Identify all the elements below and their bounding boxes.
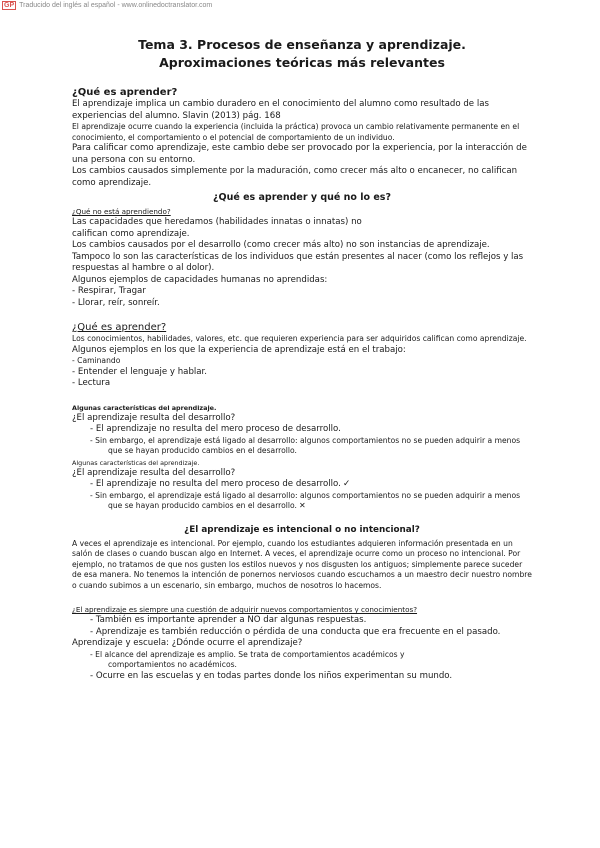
paragraph: Los conocimientos, habilidades, valores, etc. que requieren experiencia para ser adquiridos califican como aprendizaje. bbox=[72, 334, 527, 343]
section-heading-acquiring: ¿El aprendizaje es siempre una cuestión de adquirir nuevos comportamientos y conocimientos? bbox=[72, 605, 418, 614]
document-page bbox=[72, 36, 532, 682]
paragraph: Las capacidades que heredamos (habilidades innatas o innatas) no bbox=[72, 217, 362, 227]
check-icon: ✓ bbox=[342, 479, 351, 489]
list-item-text: - El aprendizaje no resulta del mero proceso de desarrollo. bbox=[90, 479, 341, 489]
list-item: - El aprendizaje no resulta del mero proceso de desarrollo. bbox=[90, 424, 341, 434]
list-item: - También es importante aprender a NO dar algunas respuestas. bbox=[90, 615, 367, 625]
paragraph: Los cambios causados simplemente por la maduración, como crecer más alto o encanecer, no califican como aprendizaje. bbox=[72, 166, 518, 188]
section-heading-learning-vs-not: ¿Qué es aprender y qué no lo es? bbox=[213, 192, 391, 203]
question: ¿El aprendizaje resulta del desarrollo? bbox=[72, 412, 236, 423]
watermark-text: Traducido del inglés al español - www.onlinedoctranslator.com bbox=[19, 1, 213, 9]
subheading-not-learning: ¿Qué no está aprendiendo? bbox=[72, 207, 171, 216]
label-characteristics: Algunas características del aprendizaje. bbox=[72, 403, 217, 412]
list-item: - Llorar, reír, sonreír. bbox=[72, 297, 160, 308]
title-line-2: Aproximaciones teóricas más relevantes bbox=[159, 55, 445, 70]
list-item: - Sin embargo, el aprendizaje está ligado al desarrollo: algunos comportamientos no se pueden adquirir a menos bbox=[90, 435, 521, 445]
list-item: - El alcance del aprendizaje es amplio. Se trata de comportamientos académicos y bbox=[90, 649, 405, 659]
document-title bbox=[72, 36, 532, 72]
paragraph: Aprendizaje y escuela: ¿Dónde ocurre el aprendizaje? bbox=[72, 638, 303, 648]
paragraph: El aprendizaje ocurre cuando la experiencia (incluida la práctica) provoca un cambio relativamente permanente en el conocimiento, el comportamiento o el potencial de comportamiento de un individuo. bbox=[72, 122, 520, 142]
cross-icon: ✕ bbox=[298, 501, 306, 510]
list-item: - Entender el lenguaje y hablar. bbox=[72, 366, 208, 377]
list-item bbox=[72, 479, 532, 491]
list-item-text: que se hayan producido cambios en el desarrollo. bbox=[108, 501, 297, 510]
label-characteristics: Algunas características del aprendizaje. bbox=[72, 458, 200, 467]
list-item: - Sin embargo, el aprendizaje está ligado al desarrollo: algunos comportamientos no se pueden adquirir a menos bbox=[90, 490, 521, 500]
section-heading-intentional: ¿El aprendizaje es intencional o no intencional? bbox=[184, 524, 420, 535]
paragraph: El aprendizaje implica un cambio duradero en el conocimiento del alumno como resultado de las experiencias del alumno. Slavin (2013) pág. 168 bbox=[72, 99, 489, 121]
list-item-continuation: comportamientos no académicos. bbox=[108, 660, 237, 669]
paragraph: Algunos ejemplos de capacidades humanas no aprendidas: bbox=[72, 274, 328, 285]
list-item: - Respirar, Tragar bbox=[72, 286, 146, 296]
list-item-continuation bbox=[72, 501, 532, 512]
translator-logo: GP bbox=[4, 1, 15, 9]
paragraph: A veces el aprendizaje es intencional. Por ejemplo, cuando los estudiantes adquieren información presentada en un salón de clases o cuando buscan algo en Internet. A veces, el aprendizaje ocurre como un proceso no intencional. Por ejemplo, no tratamos de que nos gusten los estilos nuevos y nos disgusten los antiguos; simplemente parece suceder de esa manera. No tenemos la intención de ponernos nerviosos cuando escuchamos a un maestro decir nuestro nombre o cuando subimos a un escenario, sin embargo, muchos de nosotros lo hacemos. bbox=[72, 538, 532, 590]
paragraph: Tampoco lo son las características de los individuos que están presentes al nacer (como los reflejos y las respuestas al hambre o al dolor). bbox=[72, 251, 524, 273]
title-line-1: Tema 3. Procesos de enseñanza y aprendizaje. bbox=[138, 37, 466, 52]
translator-watermark bbox=[2, 0, 212, 10]
list-item: - Aprendizaje es también reducción o pérdida de una conducta que era frecuente en el pasado. bbox=[90, 626, 501, 637]
list-item: - Caminando bbox=[72, 356, 121, 365]
list-item-continuation: que se hayan producido cambios en el desarrollo. bbox=[108, 446, 297, 455]
section-heading-what-is-learning: ¿Qué es aprender? bbox=[72, 87, 178, 98]
list-item: - Lectura bbox=[72, 378, 111, 388]
paragraph: Algunos ejemplos en los que la experiencia de aprendizaje está en el trabajo: bbox=[72, 344, 406, 355]
question: ¿El aprendizaje resulta del desarrollo? bbox=[72, 467, 236, 478]
paragraph: Para calificar como aprendizaje, este cambio debe ser provocado por la experiencia, por la interacción de una persona con su entorno. bbox=[72, 143, 527, 165]
paragraph: califican como aprendizaje. bbox=[72, 228, 190, 239]
paragraph: Los cambios causados por el desarrollo (como crecer más alto) no son instancias de aprendizaje. bbox=[72, 240, 490, 250]
list-item: - Ocurre en las escuelas y en todas partes donde los niños experimentan su mundo. bbox=[90, 670, 453, 681]
section-heading-what-is-learning-2: ¿Qué es aprender? bbox=[72, 322, 167, 333]
